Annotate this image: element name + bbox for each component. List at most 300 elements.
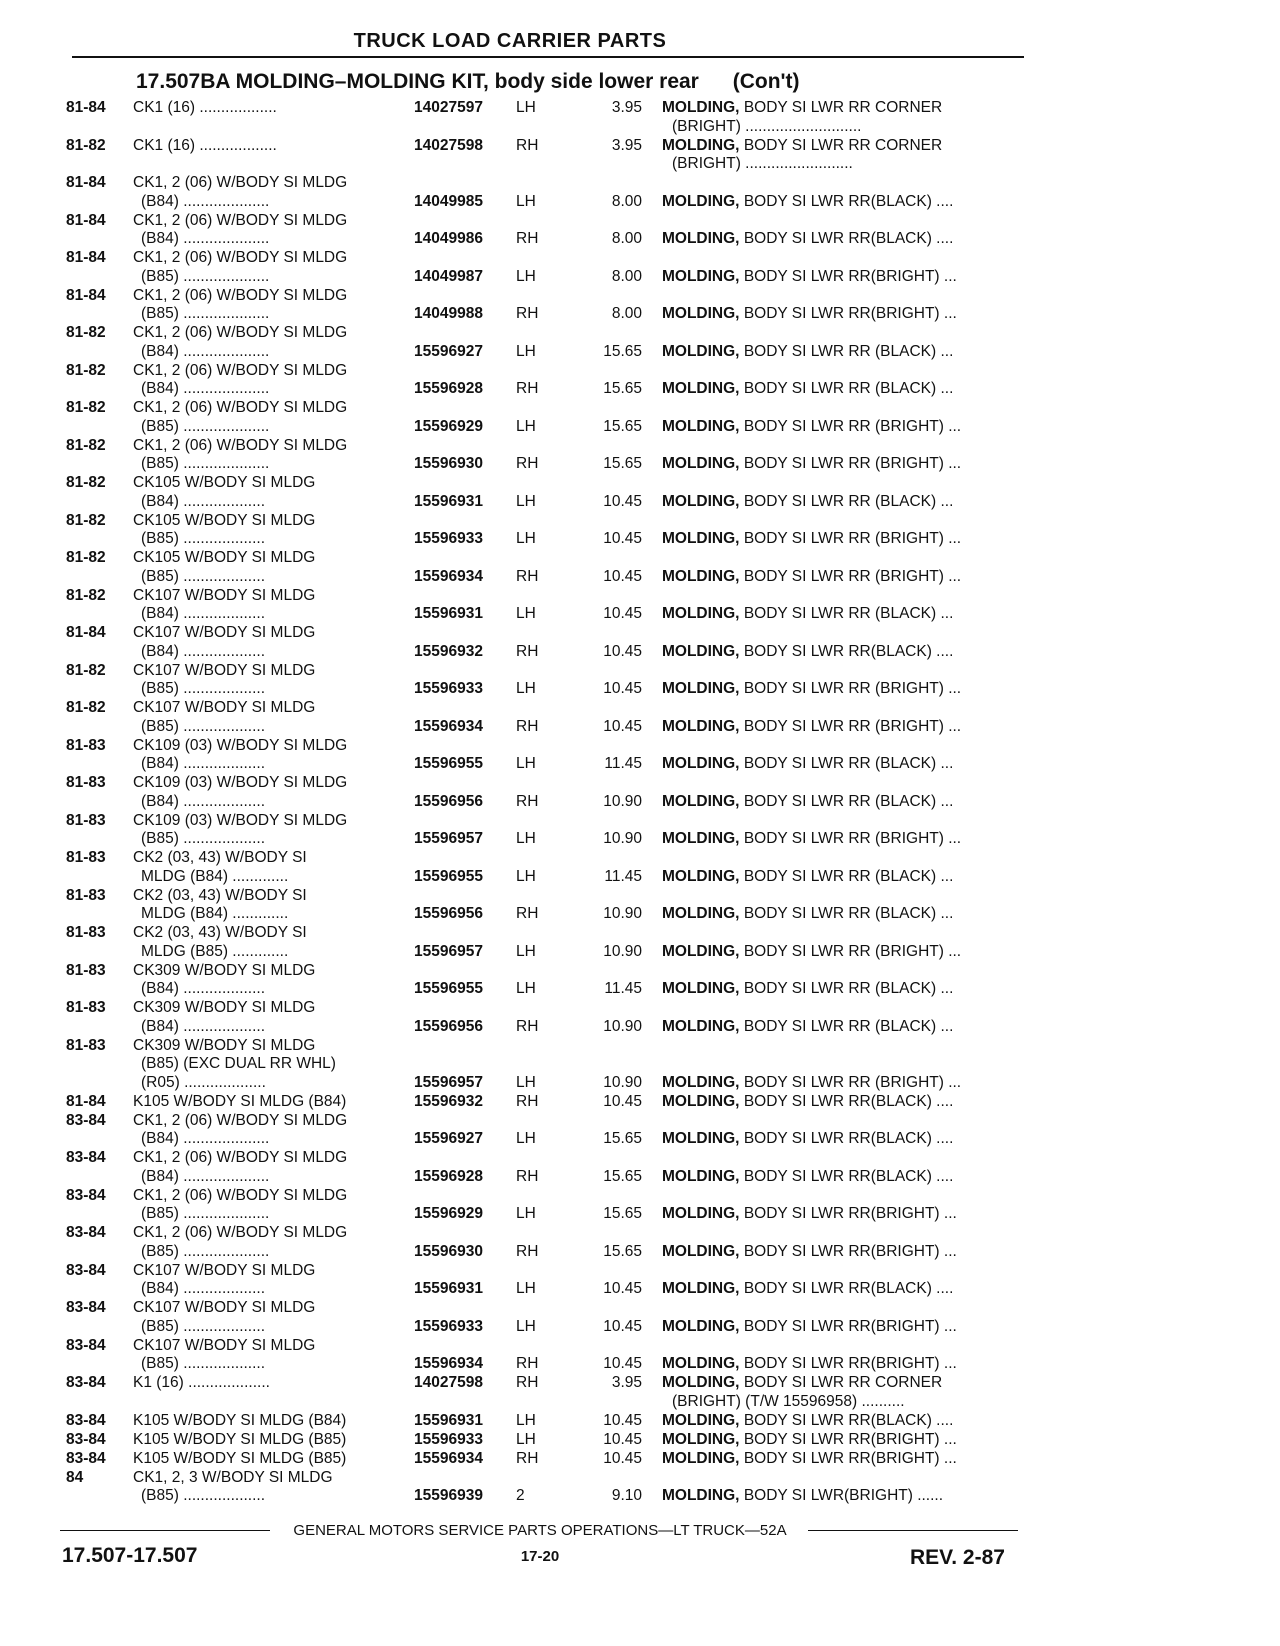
table-row (0, 362, 1280, 400)
side-code: LH (516, 605, 536, 622)
description-line: CK309 W/BODY SI MLDG (133, 961, 316, 979)
part-name-line (662, 1318, 1022, 1337)
part-name-keyword: MOLDING, (662, 1092, 740, 1110)
description-line: (R05) ................... (141, 1073, 266, 1091)
application-description (133, 962, 403, 999)
side-code: RH (516, 905, 539, 922)
price: 10.90 (603, 830, 642, 847)
table-row (0, 887, 1280, 925)
section-title: 17.507BA MOLDING–MOLDING KIT, body side lower rear (136, 70, 699, 93)
part-name-text: BODY SI LWR RR (BRIGHT) ... (743, 717, 962, 735)
price: 15.65 (603, 380, 642, 397)
part-name-text: BODY SI LWR RR (BRIGHT) ... (743, 1073, 962, 1091)
description-line: K105 W/BODY SI MLDG (B84) (133, 1092, 347, 1110)
side-code: RH (516, 1242, 539, 1260)
part-name-keyword: MOLDING, (662, 1317, 740, 1335)
side-code: LH (516, 680, 536, 697)
price: 3.95 (611, 99, 642, 116)
description-line: CK1, 2 (06) W/BODY SI MLDG (133, 324, 348, 341)
side-code: RH (516, 1017, 539, 1035)
table-row (0, 1450, 1280, 1469)
part-number: 15596931 (414, 492, 483, 510)
part-number: 15596931 (414, 1280, 483, 1297)
part-name-line (662, 305, 1022, 324)
part-name (662, 1318, 1022, 1337)
description-line: (B85) (EXC DUAL RR WHL) (141, 1055, 336, 1072)
part-name-keyword: MOLDING, (662, 1449, 740, 1467)
part-name-keyword: MOLDING, (662, 1242, 740, 1260)
side-code: RH (516, 305, 539, 322)
table-row (0, 512, 1280, 550)
application-description (133, 1337, 403, 1374)
part-name-line (662, 418, 1022, 437)
price: 15.65 (603, 1242, 642, 1260)
side-code: RH (516, 455, 539, 472)
part-name-line (662, 1431, 1022, 1450)
part-number: 15596957 (414, 830, 483, 847)
table-row (0, 999, 1280, 1037)
description-line: (B85) ................... (141, 530, 266, 547)
part-name-line (662, 943, 1022, 962)
part-number: 15596932 (414, 642, 483, 660)
part-name-keyword: MOLDING, (662, 230, 740, 247)
side-code: 2 (516, 1487, 525, 1504)
part-number: 15596933 (414, 1317, 483, 1335)
part-name (662, 193, 1022, 212)
side-code: LH (516, 1073, 536, 1091)
description-line: (B84) .................... (141, 1130, 270, 1147)
description-line: (B85) ................... (141, 1317, 266, 1335)
price: 3.95 (611, 1374, 642, 1391)
model-years: 81-82 (66, 324, 106, 341)
part-name-text: (BRIGHT) (T/W 15596958) .......... (672, 1392, 905, 1410)
part-name (662, 1431, 1022, 1450)
description-line: K105 W/BODY SI MLDG (B85) (133, 1449, 347, 1467)
description-line: CK1, 2 (06) W/BODY SI MLDG (133, 1224, 348, 1241)
side-code: LH (516, 1317, 536, 1335)
part-name-text: BODY SI LWR RR(BLACK) .... (743, 1280, 954, 1297)
part-name-keyword: MOLDING, (662, 417, 740, 435)
side-code: LH (516, 755, 536, 772)
part-name (662, 1280, 1022, 1299)
part-name (662, 1074, 1022, 1093)
model-years: 81-82 (66, 549, 106, 566)
side-code: RH (516, 717, 539, 735)
table-row (0, 1299, 1280, 1337)
part-name-text: BODY SI LWR RR (BLACK) ... (743, 342, 954, 360)
part-name-text: BODY SI LWR RR (BRIGHT) ... (743, 680, 962, 697)
part-name (662, 793, 1022, 812)
price: 10.45 (603, 1449, 642, 1467)
part-name-text: BODY SI LWR RR(BRIGHT) ... (743, 1242, 957, 1260)
description-line: K105 W/BODY SI MLDG (B84) (133, 1411, 347, 1429)
side-code: RH (516, 1374, 539, 1391)
description-line: CK107 W/BODY SI MLDG (133, 1299, 316, 1316)
description-line: (B84) ................... (141, 755, 266, 772)
section-heading (136, 70, 800, 94)
part-name-text: BODY SI LWR RR(BLACK) .... (743, 230, 954, 247)
part-name-keyword: MOLDING, (662, 1374, 740, 1391)
part-name-line (662, 830, 1022, 849)
part-name-keyword: MOLDING, (662, 1130, 740, 1147)
part-name-line (662, 1374, 1022, 1393)
part-name (662, 1450, 1022, 1469)
description-line: CK1, 2 (06) W/BODY SI MLDG (133, 1111, 348, 1129)
description-line: (B85) ................... (141, 717, 266, 735)
price: 15.65 (603, 342, 642, 360)
part-number: 15596957 (414, 1073, 483, 1091)
part-name-keyword: MOLDING, (662, 342, 740, 360)
part-name-line (662, 868, 1022, 887)
part-name-line (662, 643, 1022, 662)
part-name-text: BODY SI LWR RR(BRIGHT) ... (743, 267, 957, 285)
part-name-text: BODY SI LWR RR (BLACK) ... (743, 380, 954, 397)
part-name (662, 905, 1022, 924)
description-line: CK309 W/BODY SI MLDG (133, 999, 316, 1016)
side-code: LH (516, 417, 536, 435)
description-line: (B84) ................... (141, 1017, 266, 1035)
part-name-keyword: MOLDING, (662, 830, 740, 847)
description-line: CK1 (16) .................. (133, 99, 277, 116)
part-number: 14027598 (414, 136, 483, 154)
price: 10.45 (603, 717, 642, 735)
price: 10.90 (603, 905, 642, 922)
description-line: (B85) ................... (141, 567, 266, 585)
part-name-line (662, 680, 1022, 699)
part-number: 15596928 (414, 380, 483, 397)
application-description (133, 1450, 403, 1469)
part-number: 14049988 (414, 305, 483, 322)
part-name (662, 1243, 1022, 1262)
application-description (133, 174, 403, 211)
description-line: CK1, 2 (06) W/BODY SI MLDG (133, 174, 348, 191)
part-name (662, 830, 1022, 849)
part-number: 15596956 (414, 905, 483, 922)
part-name-keyword: MOLDING, (662, 1280, 740, 1297)
part-number: 14027597 (414, 99, 483, 116)
part-number: 14049987 (414, 267, 483, 285)
application-description (133, 887, 403, 924)
description-line: CK107 W/BODY SI MLDG (133, 1261, 316, 1279)
table-row (0, 812, 1280, 850)
description-line: CK1, 2 (06) W/BODY SI MLDG (133, 211, 348, 229)
model-years: 81-83 (66, 924, 106, 941)
part-number: 15596931 (414, 605, 483, 622)
description-line: CK1 (16) .................. (133, 136, 277, 154)
part-name-keyword: MOLDING, (662, 530, 740, 547)
description-line: CK1, 2 (06) W/BODY SI MLDG (133, 249, 348, 266)
part-number: 15596930 (414, 455, 483, 472)
table-row (0, 212, 1280, 250)
part-name (662, 1487, 1022, 1506)
part-name-keyword: MOLDING, (662, 1205, 740, 1222)
table-row (0, 699, 1280, 737)
part-name-keyword: MOLDING, (662, 717, 740, 735)
description-line: CK109 (03) W/BODY SI MLDG (133, 774, 348, 791)
description-line: (B85) .................... (141, 305, 270, 322)
part-name-line (662, 155, 1022, 174)
model-years: 83-84 (66, 1186, 106, 1204)
side-code: RH (516, 380, 539, 397)
part-number: 15596929 (414, 417, 483, 435)
part-name-keyword: MOLDING, (662, 792, 740, 810)
price: 10.45 (603, 1092, 642, 1110)
application-description (133, 1412, 403, 1431)
part-name-text: BODY SI LWR RR(BRIGHT) ... (743, 1449, 957, 1467)
price: 10.45 (603, 1355, 642, 1372)
price: 3.95 (611, 136, 642, 154)
part-name-line (662, 1168, 1022, 1187)
part-name-line (662, 268, 1022, 287)
application-description (133, 324, 403, 361)
footer-rule-right (808, 1530, 1018, 1531)
part-name-text: (BRIGHT) ........................... (672, 117, 862, 135)
price: 8.00 (611, 305, 642, 322)
model-years: 81-84 (66, 624, 106, 641)
description-line: CK1, 2 (06) W/BODY SI MLDG (133, 436, 348, 454)
application-description (133, 662, 403, 699)
part-name-text: BODY SI LWR RR CORNER (743, 99, 943, 116)
price: 8.00 (611, 192, 642, 210)
price: 15.65 (603, 1167, 642, 1185)
description-line: CK107 W/BODY SI MLDG (133, 661, 316, 679)
description-line: (B85) .................... (141, 1242, 270, 1260)
part-name-keyword: MOLDING, (662, 305, 740, 322)
model-years: 81-82 (66, 511, 106, 529)
table-row (0, 324, 1280, 362)
price: 11.45 (604, 755, 642, 772)
part-number: 15596934 (414, 717, 483, 735)
part-name-line (662, 980, 1022, 999)
model-years: 83-84 (66, 1299, 106, 1316)
part-name-text: BODY SI LWR RR (BRIGHT) ... (743, 830, 962, 847)
description-line: (B84) ................... (141, 1280, 266, 1297)
part-name-keyword: MOLDING, (662, 905, 740, 922)
side-code: RH (516, 1167, 539, 1185)
part-name (662, 268, 1022, 287)
description-line: CK105 W/BODY SI MLDG (133, 511, 316, 529)
part-name-text: BODY SI LWR RR(BRIGHT) ... (743, 1205, 957, 1222)
description-line: CK1, 2, 3 W/BODY SI MLDG (133, 1468, 333, 1486)
application-description (133, 474, 403, 511)
part-name-keyword: MOLDING, (662, 980, 740, 997)
price: 15.65 (603, 417, 642, 435)
part-name (662, 1168, 1022, 1187)
part-number: 14027598 (414, 1374, 483, 1391)
table-row (0, 737, 1280, 775)
description-line: K1 (16) ................... (133, 1374, 270, 1391)
part-name (662, 1374, 1022, 1411)
side-code: RH (516, 642, 539, 660)
part-number: 15596927 (414, 1130, 483, 1147)
part-number: 14049985 (414, 192, 483, 210)
description-line: (B84) .................... (141, 342, 270, 360)
application-description (133, 212, 403, 249)
part-name-line (662, 1074, 1022, 1093)
price: 10.90 (603, 1073, 642, 1091)
description-line: CK1, 2 (06) W/BODY SI MLDG (133, 361, 348, 379)
model-years: 81-83 (66, 961, 106, 979)
part-name-text: BODY SI LWR RR CORNER (743, 1374, 943, 1391)
part-name-text: (BRIGHT) ......................... (672, 155, 853, 172)
parts-list (0, 99, 1280, 1506)
application-description (133, 399, 403, 436)
table-row (0, 549, 1280, 587)
side-code: LH (516, 830, 536, 847)
part-name-line (662, 1355, 1022, 1374)
part-name (662, 1018, 1022, 1037)
application-description (133, 587, 403, 624)
part-name-text: BODY SI LWR RR (BLACK) ... (743, 1017, 954, 1035)
description-line: (B84) ................... (141, 492, 266, 510)
model-years: 81-83 (66, 736, 106, 754)
part-number: 15596934 (414, 567, 483, 585)
price: 10.45 (603, 1280, 642, 1297)
part-number: 15596956 (414, 792, 483, 810)
footer-page-number: 17-20 (520, 1548, 560, 1565)
table-row (0, 287, 1280, 325)
price: 15.65 (603, 1130, 642, 1147)
part-name-keyword: MOLDING, (662, 1017, 740, 1035)
model-years: 81-84 (66, 286, 106, 304)
part-name-line (662, 1450, 1022, 1469)
part-number: 15596934 (414, 1449, 483, 1467)
model-years: 81-83 (66, 999, 106, 1016)
side-code: LH (516, 1130, 536, 1147)
description-line: CK309 W/BODY SI MLDG (133, 1036, 316, 1054)
model-years: 81-82 (66, 136, 106, 154)
application-description (133, 362, 403, 399)
part-name (662, 1412, 1022, 1431)
part-name-keyword: MOLDING, (662, 1073, 740, 1091)
price: 10.90 (603, 792, 642, 810)
side-code: RH (516, 567, 539, 585)
application-description (133, 1299, 403, 1336)
model-years: 83-84 (66, 1411, 106, 1429)
side-code: LH (516, 342, 536, 360)
description-line: CK109 (03) W/BODY SI MLDG (133, 736, 348, 754)
price: 10.90 (603, 942, 642, 960)
side-code: LH (516, 267, 536, 285)
application-description (133, 1093, 403, 1112)
model-years: 83-84 (66, 1336, 106, 1354)
description-line: (B84) ................... (141, 792, 266, 810)
model-years: 83-84 (66, 1261, 106, 1279)
part-name-keyword: MOLDING, (662, 380, 740, 397)
application-description (133, 737, 403, 774)
part-name-line (662, 530, 1022, 549)
application-description (133, 699, 403, 736)
description-line: CK1, 2 (06) W/BODY SI MLDG (133, 399, 348, 416)
table-row (0, 1469, 1280, 1507)
side-code: RH (516, 792, 539, 810)
table-row (0, 437, 1280, 475)
application-description (133, 849, 403, 886)
price: 10.45 (603, 1317, 642, 1335)
page-title: TRUCK LOAD CARRIER PARTS (353, 30, 667, 52)
description-line: MLDG (B84) ............. (141, 905, 289, 922)
part-name-text: BODY SI LWR RR(BLACK) .... (743, 642, 954, 660)
description-line: CK107 W/BODY SI MLDG (133, 586, 316, 604)
description-line: CK107 W/BODY SI MLDG (133, 624, 316, 641)
side-code: LH (516, 192, 536, 210)
table-row (0, 849, 1280, 887)
description-line: CK105 W/BODY SI MLDG (133, 474, 316, 491)
model-years: 83-84 (66, 1430, 106, 1448)
part-number: 15596933 (414, 680, 483, 697)
part-name-line (662, 718, 1022, 737)
side-code: LH (516, 867, 536, 885)
part-name-keyword: MOLDING, (662, 99, 740, 116)
description-line: CK107 W/BODY SI MLDG (133, 699, 316, 716)
part-name (662, 530, 1022, 549)
part-name-keyword: MOLDING, (662, 492, 740, 510)
application-description (133, 287, 403, 324)
title-rule (72, 56, 1024, 58)
footer-publisher: GENERAL MOTORS SERVICE PARTS OPERATIONS—LT TRUCK—52A (293, 1522, 787, 1539)
table-row (0, 774, 1280, 812)
part-name-keyword: MOLDING, (662, 455, 740, 472)
application-description (133, 1224, 403, 1261)
side-code: LH (516, 1411, 536, 1429)
part-name (662, 137, 1022, 174)
application-description (133, 249, 403, 286)
part-name-text: BODY SI LWR RR (BRIGHT) ... (743, 455, 962, 472)
description-line: (B85) ................... (141, 680, 266, 697)
part-name-text: BODY SI LWR RR(BLACK) .... (743, 1130, 954, 1147)
part-name-keyword: MOLDING, (662, 1411, 740, 1429)
part-name-text: BODY SI LWR RR(BRIGHT) ... (743, 305, 957, 322)
part-name-line (662, 793, 1022, 812)
side-code: LH (516, 942, 536, 960)
description-line: (B84) .................... (141, 230, 270, 247)
part-name-text: BODY SI LWR RR(BLACK) .... (743, 192, 954, 210)
part-number: 15596929 (414, 1205, 483, 1222)
part-name-text: BODY SI LWR(BRIGHT) ...... (743, 1487, 944, 1504)
part-name-line (662, 118, 1022, 137)
part-name (662, 493, 1022, 512)
part-name (662, 305, 1022, 324)
part-name-keyword: MOLDING, (662, 605, 740, 622)
part-name (662, 718, 1022, 737)
part-name (662, 99, 1022, 136)
part-name (662, 455, 1022, 474)
table-row (0, 1149, 1280, 1187)
application-description (133, 137, 403, 156)
part-name (662, 755, 1022, 774)
part-name-line (662, 455, 1022, 474)
application-description (133, 1149, 403, 1186)
application-description (133, 512, 403, 549)
side-code: LH (516, 99, 536, 116)
description-line: (B84) .................... (141, 1167, 270, 1185)
part-name-text: BODY SI LWR RR (BLACK) ... (743, 905, 954, 922)
footer-section-range: 17.507-17.507 (62, 1544, 198, 1567)
part-name-text: BODY SI LWR RR (BLACK) ... (743, 867, 954, 885)
part-name-text: BODY SI LWR RR (BLACK) ... (743, 792, 954, 810)
price: 8.00 (611, 230, 642, 247)
description-line: CK2 (03, 43) W/BODY SI (133, 886, 307, 904)
description-line: (B84) ................... (141, 642, 266, 660)
part-name-text: BODY SI LWR RR (BLACK) ... (743, 980, 954, 997)
part-name-text: BODY SI LWR RR(BLACK) .... (743, 1092, 954, 1110)
part-name-text: BODY SI LWR RR (BRIGHT) ... (743, 942, 962, 960)
part-name-text: BODY SI LWR RR (BLACK) ... (743, 755, 954, 772)
table-row (0, 662, 1280, 700)
part-name-line (662, 1243, 1022, 1262)
part-name-line (662, 1412, 1022, 1431)
description-line: (B84) .................... (141, 192, 270, 210)
